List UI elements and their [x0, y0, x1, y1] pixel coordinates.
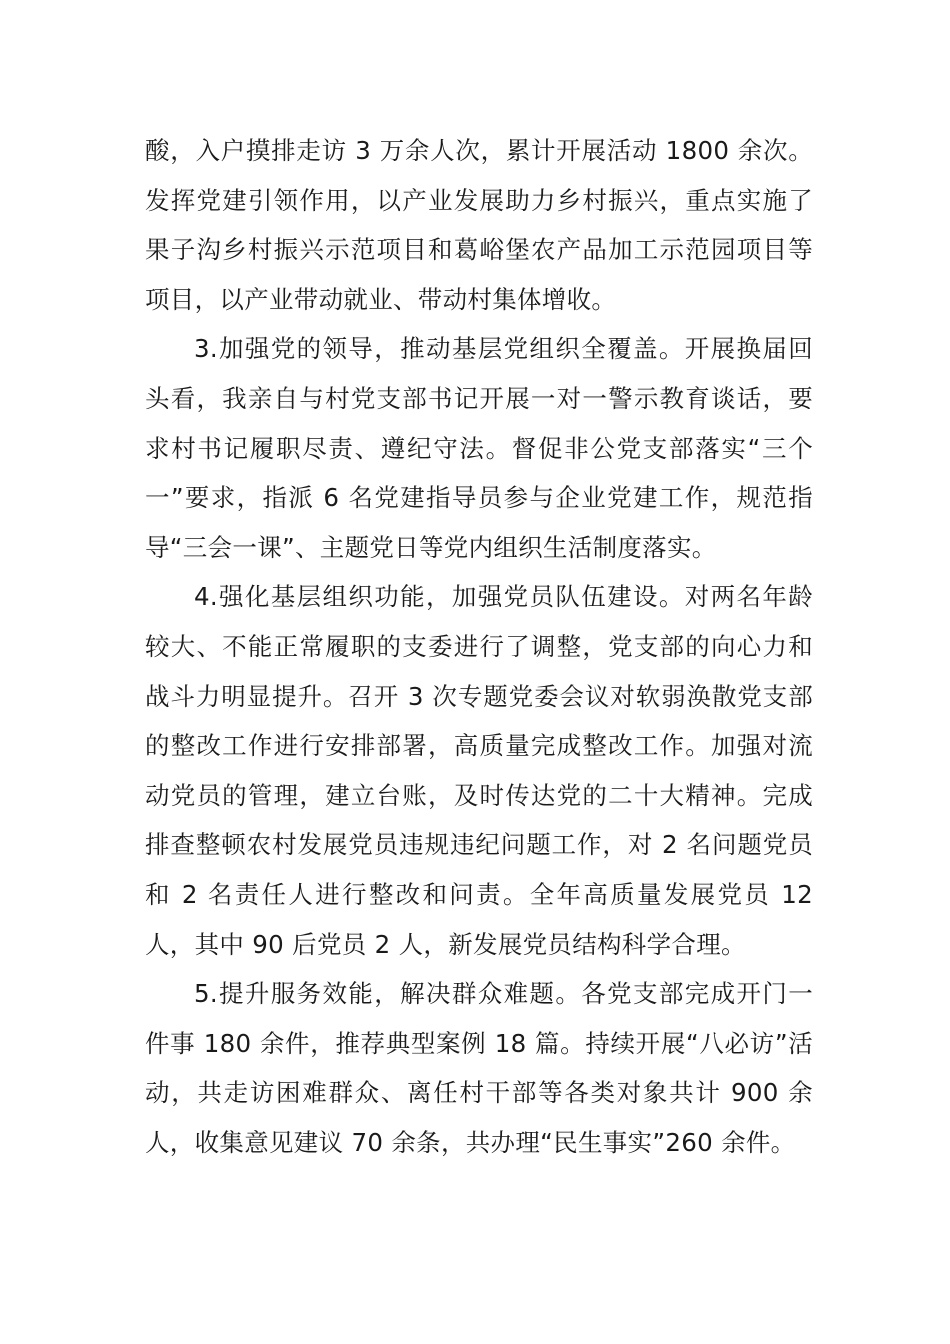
document-body [145, 126, 813, 1167]
paragraph-continuation: 酸，入户摸排走访 3 万余人次，累计开展活动 1800 余次。发挥党建引领作用，以产业发展助力乡村振兴，重点实施了果子沟乡村振兴示范项目和葛峪堡农产品加工示范园项目等项目，以产业带动就业、带动村集体增收。 [145, 136, 813, 314]
paragraph-item-5: 5.提升服务效能，解决群众难题。各党支部完成开门一件事 180 余件，推荐典型案例 18 篇。持续开展“八必访”活动，共走访困难群众、离任村干部等各类对象共计 900 余人，收集意见建议 70 余条，共办理“民生事实”260 余件。 [145, 979, 813, 1157]
paragraph-item-4: 4.强化基层组织功能，加强党员队伍建设。对两名年龄较大、不能正常履职的支委进行了调整，党支部的向心力和战斗力明显提升。召开 3 次专题党委会议对软弱涣散党支部的整改工作进行安排部署，高质量完成整改工作。加强对流动党员的管理，建立台账，及时传达党的二十大精神。完成排查整顿农村发展党员违规违纪问题工作，对 2 名问题党员和 2 名责任人进行整改和问责。全年高质量发展党员 12 人，其中 90 后党员 2 人，新发展党员结构科学合理。 [145, 582, 813, 959]
paragraph-item-3: 3.加强党的领导，推动基层党组织全覆盖。开展换届回头看，我亲自与村党支部书记开展一对一警示教育谈话，要求村书记履职尽责、遵纪守法。督促非公党支部落实“三个一”要求，指派 6 名党建指导员参与企业党建工作，规范指导“三会一课”、主题党日等党内组织生活制度落实。 [145, 334, 813, 562]
